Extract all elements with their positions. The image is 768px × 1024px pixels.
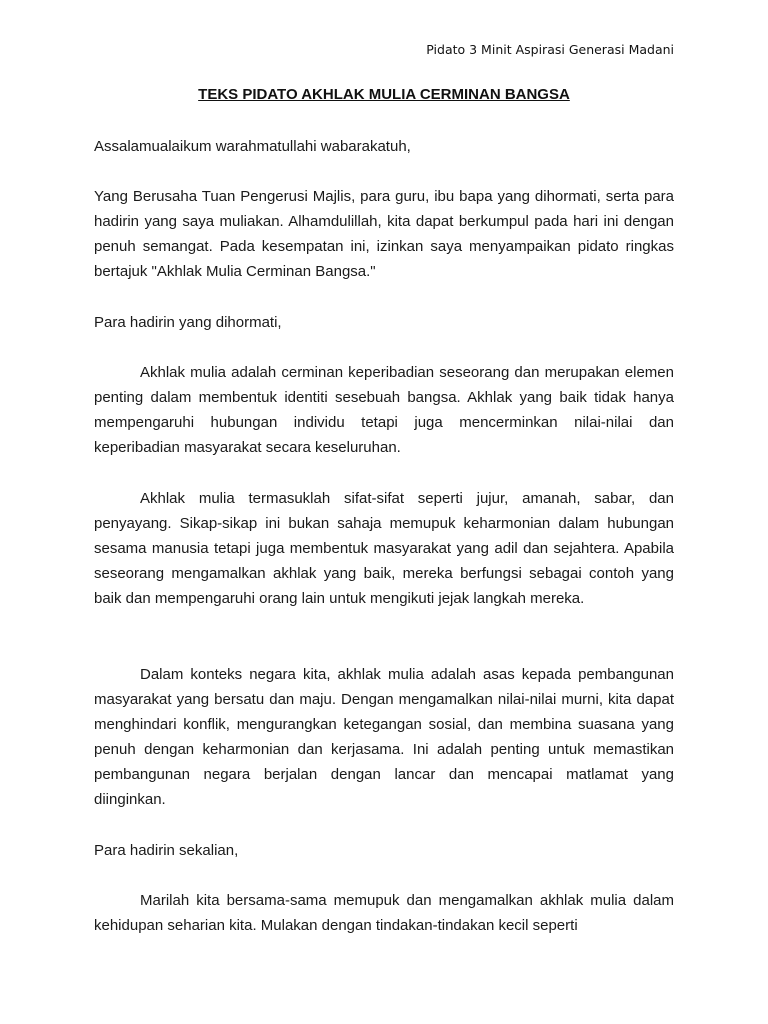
speech-title: TEKS PIDATO AKHLAK MULIA CERMINAN BANGSA bbox=[198, 86, 570, 103]
body-paragraph: Marilah kita bersama-sama memupuk dan mengamalkan akhlak mulia dalam kehidupan seharian kita. Mulakan dengan tindakan-tindakan kecil seperti bbox=[94, 892, 674, 934]
running-header: Pidato 3 Minit Aspirasi Generasi Madani bbox=[426, 42, 674, 57]
body-paragraph: Dalam konteks negara kita, akhlak mulia adalah asas kepada pembangunan masyarakat yang bersatu dan maju. Dengan mengamalkan nilai-nilai murni, kita dapat menghindari konflik, mengurangkan ketegangan sosial, dan membina suasana yang penuh dengan keharmonian dan kerjasama. Ini adalah penting untuk memastikan pembangunan negara berjalan dengan lancar dan mencapai matlamat yang diinginkan. bbox=[94, 666, 674, 808]
greeting: Assalamualaikum warahmatullahi wabarakatuh, bbox=[94, 138, 411, 155]
body-paragraph: Akhlak mulia termasuklah sifat-sifat seperti jujur, amanah, sabar, dan penyayang. Sikap-sikap ini bukan sahaja memupuk keharmonian dalam hubungan sesama manusia tetapi juga membentuk masyarakat yang adil dan sejahtera. Apabila seseorang mengamalkan akhlak yang baik, mereka berfungsi sebagai contoh yang baik dan mempengaruhi orang lain untuk mengikuti jejak langkah mereka. bbox=[94, 490, 674, 607]
intro-paragraph: Yang Berusaha Tuan Pengerusi Majlis, para guru, ibu bapa yang dihormati, serta para hadirin yang saya muliakan. Alhamdulillah, kita dapat berkumpul pada hari ini dengan penuh semangat. Pada kesempatan ini, izinkan saya menyampaikan pidato ringkas bertajuk "Akhlak Mulia Cerminan Bangsa." bbox=[94, 188, 674, 280]
body-paragraph: Akhlak mulia adalah cerminan keperibadian seseorang dan merupakan elemen penting dalam membentuk identiti sesebuah bangsa. Akhlak yang baik tidak hanya mempengaruhi hubungan individu tetapi juga mencerminkan nilai-nilai dan keperibadian masyarakat secara keseluruhan. bbox=[94, 364, 674, 456]
audience-address: Para hadirin sekalian, bbox=[94, 842, 239, 859]
audience-address: Para hadirin yang dihormati, bbox=[94, 314, 282, 331]
